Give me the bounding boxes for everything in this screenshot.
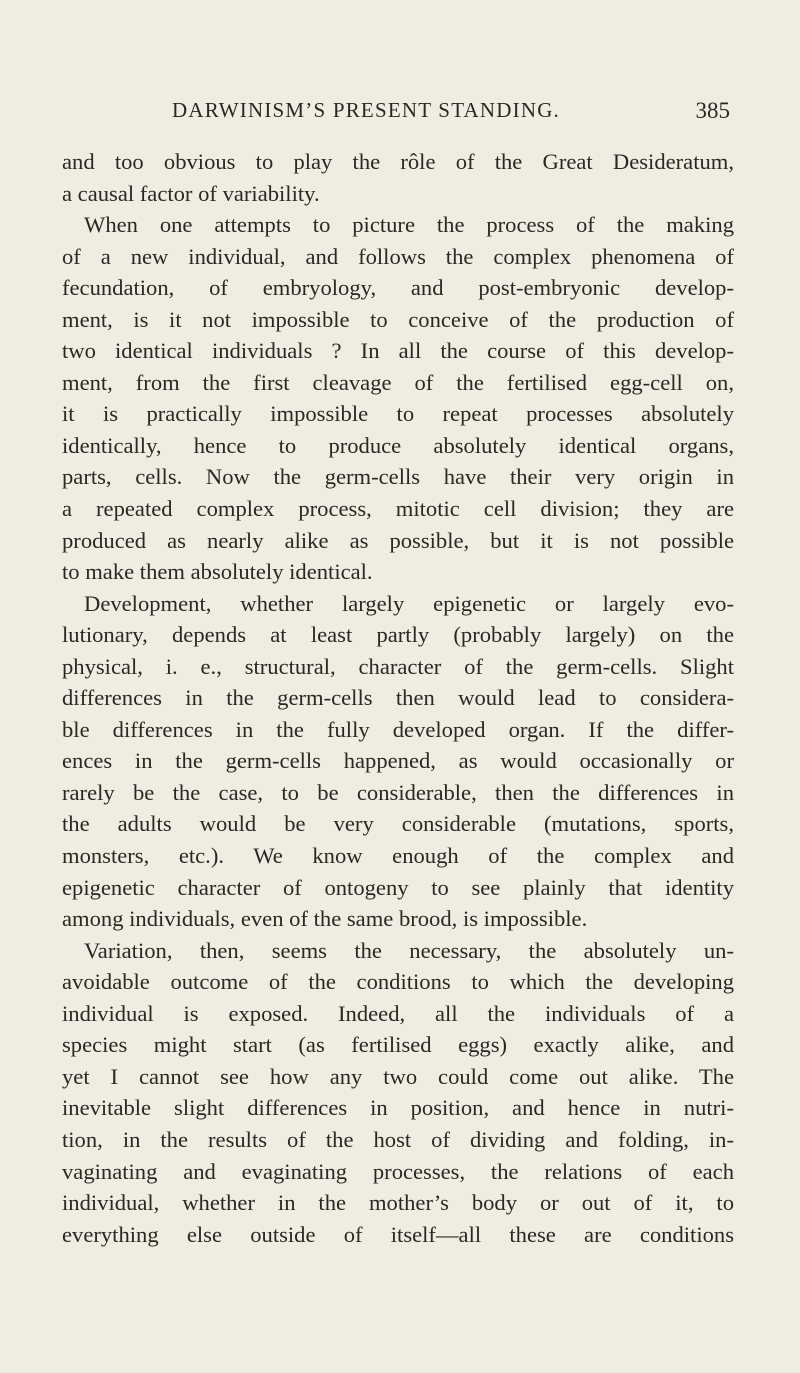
text-line: differences in the germ-cells then would lead to considera- [62, 685, 734, 711]
text-line: tion, in the results of the host of dividing and folding, in- [62, 1126, 734, 1152]
text-line: of a new individual, and follows the complex phenomena of [62, 243, 734, 269]
text-line: ment, from the first cleavage of the fertilised egg-cell on, [62, 369, 734, 395]
text-line: vaginating and evaginating processes, the relations of each [62, 1158, 734, 1184]
text-line: the adults would be very considerable (mutations, sports, [62, 811, 734, 837]
text-line: rarely be the case, to be considerable, then the differences in [62, 779, 734, 805]
text-line: Variation, then, seems the necessary, the absolutely un- [84, 937, 734, 963]
text-line: lutionary, depends at least partly (probably largely) on the [62, 622, 734, 648]
text-line: epigenetic character of ontogeny to see plainly that identity [62, 874, 734, 900]
text-line: When one attempts to picture the process of the making [84, 212, 734, 238]
text-line: ment, is it not impossible to conceive of the production of [62, 306, 734, 332]
text-line: species might start (as fertilised eggs) exactly alike, and [62, 1032, 734, 1058]
text-line: everything else outside of itself—all these are conditions [62, 1221, 734, 1247]
body-text [62, 146, 734, 1250]
text-line: avoidable outcome of the conditions to which the developing [62, 969, 734, 995]
text-line: produced as nearly alike as possible, but it is not possible [62, 527, 734, 553]
text-line: two identical individuals ? In all the course of this develop- [62, 338, 734, 364]
page-number: 385 [695, 98, 730, 123]
text-line: inevitable slight differences in position, and hence in nutri- [62, 1095, 734, 1121]
text-line: to make them absolutely identical. [62, 559, 373, 585]
text-line: individual is exposed. Indeed, all the individuals of a [62, 1000, 734, 1026]
text-line: identically, hence to produce absolutely identical organs, [62, 432, 734, 458]
text-line: it is practically impossible to repeat processes absolutely [62, 401, 734, 427]
text-line: Development, whether largely epigenetic or largely evo- [84, 590, 734, 616]
text-line: ble differences in the fully developed organ. If the differ- [62, 716, 734, 742]
text-line: a repeated complex process, mitotic cell division; they are [62, 496, 734, 522]
text-line: a causal factor of variability. [62, 180, 320, 206]
text-line: yet I cannot see how any two could come out alike. The [62, 1063, 734, 1089]
text-line: monsters, etc.). We know enough of the complex and [62, 843, 734, 869]
text-line: and too obvious to play the rôle of the Great Desideratum, [62, 149, 734, 174]
text-line: individual, whether in the mother’s body or out of it, to [62, 1190, 734, 1216]
text-line: among individuals, even of the same brood, is impossible. [62, 906, 588, 932]
text-line: parts, cells. Now the germ-cells have their very origin in [62, 464, 734, 490]
text-line: ences in the germ-cells happened, as would occasionally or [62, 748, 734, 774]
text-line: physical, i. e., structural, character of the germ-cells. Slight [62, 653, 734, 679]
running-title: DARWINISM’S PRESENT STANDING. [172, 98, 561, 122]
running-head [172, 98, 730, 138]
text-line: fecundation, of embryology, and post-embryonic develop- [62, 275, 734, 301]
